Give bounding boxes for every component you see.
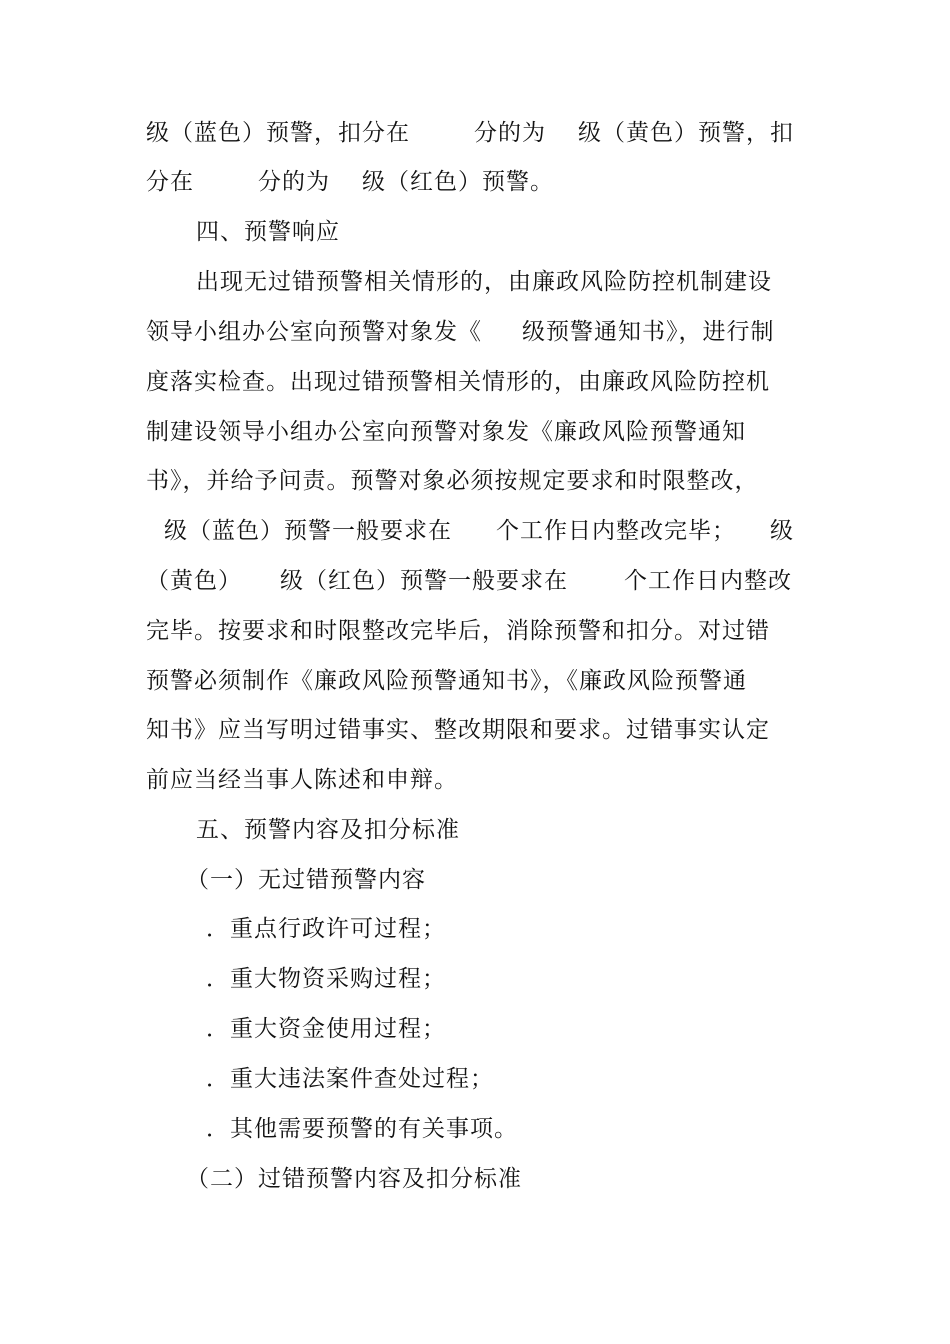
paragraph-line	[0, 561, 950, 601]
text-segment: 级预警通知书》，进行制	[522, 319, 775, 345]
text-segment: 度落实检查。出现过错预警相关情形的，由廉政风险防控机	[146, 369, 770, 395]
list-item-text: ．重大物资采购过程；	[206, 966, 446, 992]
subsection-heading	[0, 860, 950, 900]
text-segment: 出现无过错预警相关情形的，由廉政风险防控机制建设	[196, 269, 772, 295]
list-item-text: ．其他需要预警的有关事项。	[206, 1116, 518, 1142]
paragraph-line	[0, 162, 950, 202]
paragraph-line	[0, 461, 950, 501]
section-heading	[0, 212, 950, 252]
paragraph-line	[0, 710, 950, 750]
list-item-text: ．重大资金使用过程；	[206, 1016, 446, 1042]
heading-text: 五、预警内容及扣分标准	[196, 817, 460, 843]
heading-text: （二）过错预警内容及扣分标准	[186, 1166, 522, 1192]
text-segment: 个工作日内整改	[624, 568, 792, 594]
text-segment: 级（红色）预警一般要求在	[280, 568, 568, 594]
section-heading	[0, 810, 950, 850]
list-item-text: ．重大违法案件查处过程；	[206, 1066, 494, 1092]
heading-text: （一）无过错预警内容	[186, 867, 426, 893]
list-item	[0, 1059, 950, 1099]
paragraph-line	[0, 611, 950, 651]
text-segment: 分的为	[258, 169, 330, 195]
paragraph-line	[0, 113, 950, 153]
list-item	[0, 959, 950, 999]
text-segment: 制建设领导小组办公室向预警对象发《廉政风险预警通知	[146, 419, 746, 445]
paragraph-line	[0, 511, 950, 551]
text-segment: 完毕。按要求和时限整改完毕后，消除预警和扣分。对过错	[146, 618, 770, 644]
subsection-heading	[0, 1159, 950, 1199]
text-segment: 级（蓝色）预警，扣分在	[146, 120, 410, 146]
text-segment: 前应当经当事人陈述和申辩。	[146, 767, 458, 793]
list-item	[0, 1009, 950, 1049]
text-segment: 领导小组办公室向预警对象发《	[146, 319, 482, 345]
list-item-text: ．重点行政许可过程；	[206, 916, 446, 942]
heading-text: 四、预警响应	[196, 219, 340, 245]
list-item	[0, 909, 950, 949]
paragraph-line	[0, 412, 950, 452]
text-segment: 个工作日内整改完毕；	[496, 518, 736, 544]
list-item	[0, 1109, 950, 1149]
text-segment: 预警必须制作《廉政风险预警通知书》，《廉政风险预警通	[146, 668, 747, 694]
text-segment: 级（蓝色）预警一般要求在	[164, 518, 452, 544]
text-segment: 知书》应当写明过错事实、整改期限和要求。过错事实认定	[146, 717, 770, 743]
paragraph-line	[0, 760, 950, 800]
paragraph-line	[0, 262, 950, 302]
paragraph-line	[0, 661, 950, 701]
text-segment: 分的为	[474, 120, 546, 146]
paragraph-line	[0, 362, 950, 402]
text-segment: 分在	[146, 169, 194, 195]
paragraph-line	[0, 312, 950, 352]
text-segment: 级（黄色）预警，扣	[578, 120, 794, 146]
text-segment: 级（红色）预警。	[362, 169, 554, 195]
text-segment: 书》，并给予问责。预警对象必须按规定要求和时限整改，	[146, 468, 759, 494]
text-segment: （黄色）	[146, 568, 242, 594]
text-segment: 级	[770, 518, 794, 544]
